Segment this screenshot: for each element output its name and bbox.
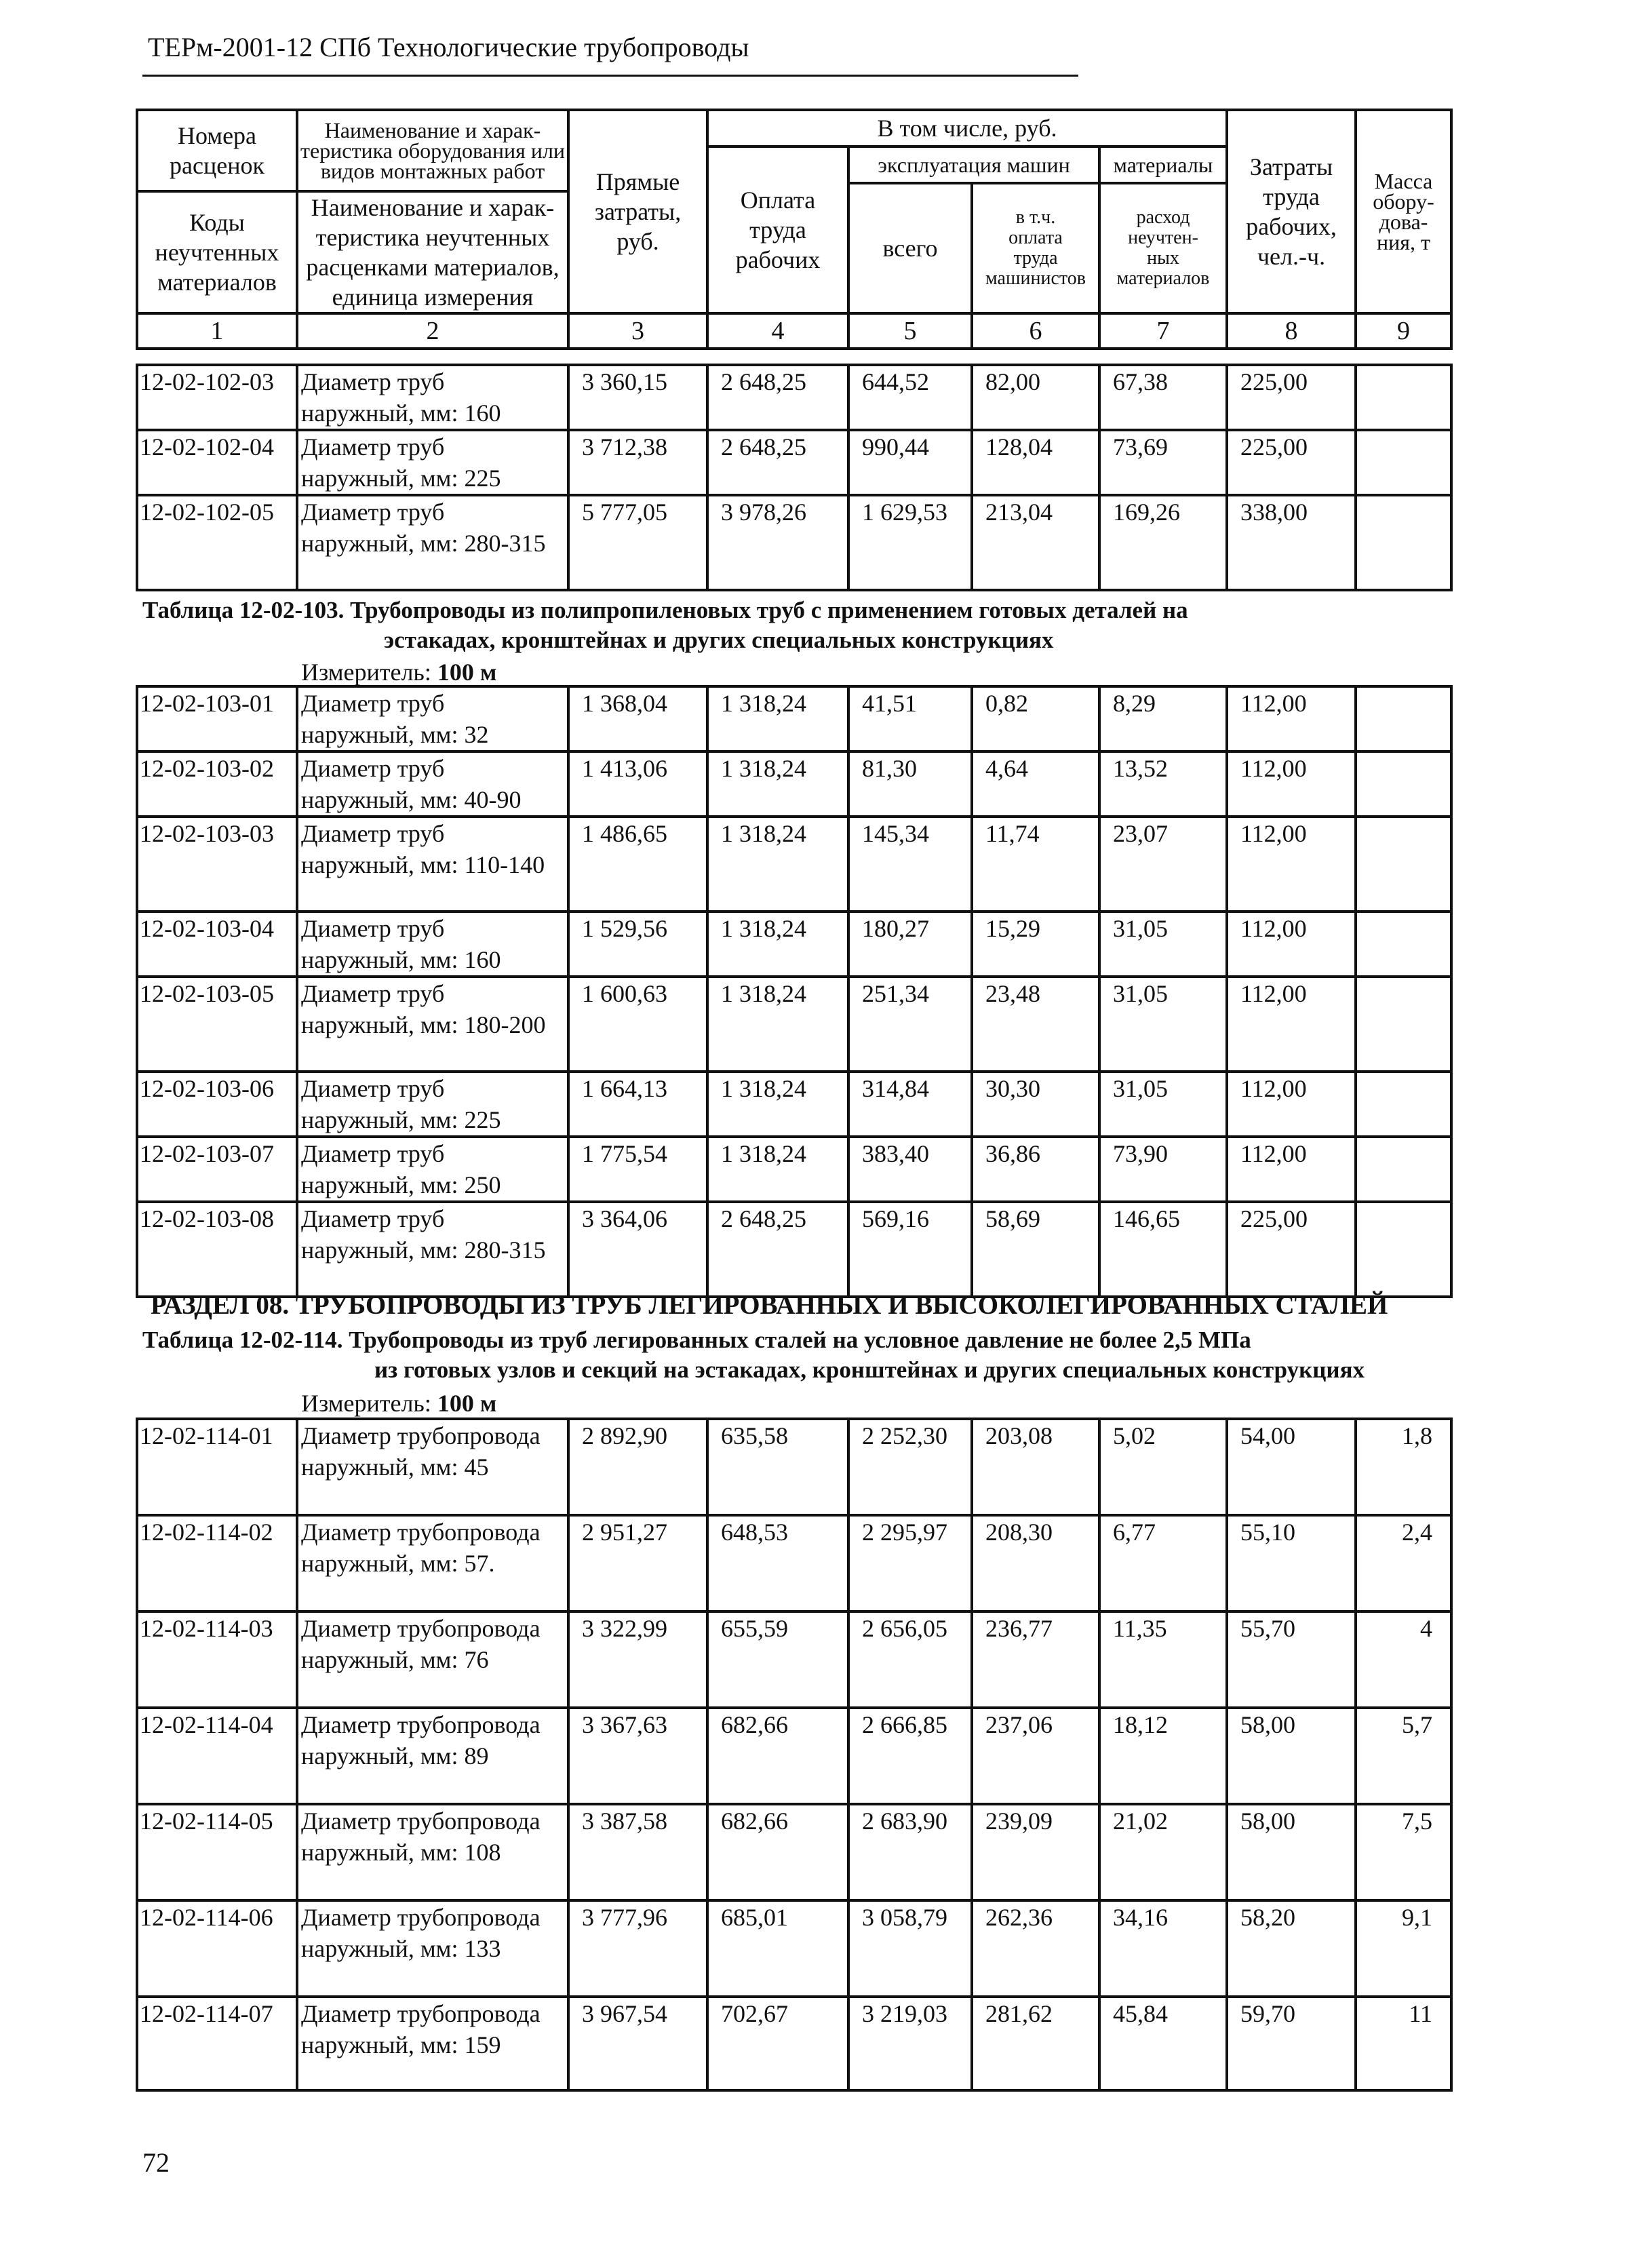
cell-operators: 208,30: [972, 1515, 1099, 1611]
running-header-title: ТЕРм-2001-12 СПб Технологические трубопроводы: [148, 32, 749, 62]
table-row: [137, 751, 1451, 817]
cell-hours: 112,00: [1227, 686, 1356, 751]
header-machines: эксплуатация машин: [848, 146, 1099, 183]
rate-name-line: Диаметр трубопровода: [301, 1422, 541, 1449]
cell-operators: 128,04: [972, 430, 1099, 495]
cell-operators: 262,36: [972, 1900, 1099, 1997]
rate-name-line: наружный, мм: 110-140: [301, 851, 545, 878]
cell-materials: 146,65: [1099, 1202, 1227, 1297]
cell-direct: 1 600,63: [568, 977, 707, 1072]
table-row: [137, 1997, 1451, 2090]
cell-mass: [1356, 686, 1451, 751]
cell-direct: 2 951,27: [568, 1515, 707, 1611]
header-equipment-mass: Масса обору- дова- ния, т: [1356, 110, 1451, 313]
rate-name: [297, 1611, 568, 1708]
rate-code: 12-02-102-05: [137, 495, 297, 590]
rate-code: 12-02-103-07: [137, 1137, 297, 1202]
cell-direct: 3 712,38: [568, 430, 707, 495]
rate-name-line: Диаметр труб: [301, 915, 445, 942]
cell-direct: 1 368,04: [568, 686, 707, 751]
table-row: [137, 1900, 1451, 1997]
rate-code: 12-02-114-06: [137, 1900, 297, 1997]
cell-materials: 45,84: [1099, 1997, 1227, 2090]
cell-hours: 225,00: [1227, 365, 1356, 430]
cell-machines: 81,30: [848, 751, 972, 817]
rate-code: 12-02-103-05: [137, 977, 297, 1072]
cell-materials: 31,05: [1099, 1072, 1227, 1137]
cell-direct: 3 967,54: [568, 1997, 707, 2090]
cell-direct: 3 322,99: [568, 1611, 707, 1708]
cell-labor: 1 318,24: [707, 686, 848, 751]
cell-mass: [1356, 751, 1451, 817]
cell-operators: 239,09: [972, 1804, 1099, 1900]
rate-name: [297, 365, 568, 430]
cell-hours: 59,70: [1227, 1997, 1356, 2090]
cell-machines: 383,40: [848, 1137, 972, 1202]
rate-name-line: Диаметр труб: [301, 755, 445, 782]
cell-hours: 112,00: [1227, 977, 1356, 1072]
rate-name: [297, 1900, 568, 1997]
table-103-caption-line1: Таблица 12-02-103. Трубопроводы из полипропиленовых труб с применением готовых деталей на: [142, 597, 1188, 623]
cell-materials: 31,05: [1099, 977, 1227, 1072]
cell-mass: [1356, 817, 1451, 912]
cell-machines: 2 656,05: [848, 1611, 972, 1708]
rate-name-line: Диаметр труб: [301, 1140, 445, 1167]
rate-name: [297, 977, 568, 1072]
cell-labor: 2 648,25: [707, 365, 848, 430]
cell-machines: 2 683,90: [848, 1804, 972, 1900]
cell-materials: 169,26: [1099, 495, 1227, 590]
cell-machines: 3 058,79: [848, 1900, 972, 1997]
rate-code: 12-02-102-04: [137, 430, 297, 495]
rate-code: 12-02-114-05: [137, 1804, 297, 1900]
cell-mass: 11: [1356, 1997, 1451, 2090]
column-number: 7: [1099, 313, 1227, 349]
rate-name-line: Диаметр труб: [301, 980, 445, 1007]
cell-materials: 23,07: [1099, 817, 1227, 912]
rates-table-103: [136, 685, 1453, 1298]
table-row: [137, 1072, 1451, 1137]
measure-label: Измеритель:: [301, 1390, 431, 1417]
cell-machines: 41,51: [848, 686, 972, 751]
cell-direct: 1 486,65: [568, 817, 707, 912]
cell-mass: 9,1: [1356, 1900, 1451, 1997]
cell-operators: 36,86: [972, 1137, 1099, 1202]
rate-code: 12-02-103-04: [137, 912, 297, 977]
cell-mass: [1356, 1072, 1451, 1137]
cell-materials: 11,35: [1099, 1611, 1227, 1708]
rate-name-line: Диаметр трубопровода: [301, 1615, 541, 1642]
table-103-measure: [301, 658, 496, 686]
cell-operators: 0,82: [972, 686, 1099, 751]
rate-name-line: Диаметр труб: [301, 1075, 445, 1102]
table-114-caption-line2: из готовых узлов и секций на эстакадах, кронштейнах и других специальных конструкциях: [374, 1356, 1365, 1383]
rate-name-line: наружный, мм: 133: [301, 1935, 501, 1962]
measure-value: 100 м: [437, 1390, 497, 1417]
rate-code: 12-02-114-07: [137, 1997, 297, 2090]
rate-name-line: Диаметр трубопровода: [301, 1904, 541, 1931]
table-row: [137, 1708, 1451, 1804]
cell-machines: 2 252,30: [848, 1419, 972, 1515]
cell-materials: 18,12: [1099, 1708, 1227, 1804]
rate-name: [297, 1419, 568, 1515]
running-header: [142, 26, 1078, 77]
cell-labor: 3 978,26: [707, 495, 848, 590]
column-number: 5: [848, 313, 972, 349]
cell-direct: 3 777,96: [568, 1900, 707, 1997]
rate-name-line: Диаметр трубопровода: [301, 1519, 541, 1546]
cell-machines: 2 295,97: [848, 1515, 972, 1611]
rate-name: [297, 1137, 568, 1202]
table-row: [137, 1137, 1451, 1202]
rate-name: [297, 751, 568, 817]
cell-machines: 180,27: [848, 912, 972, 977]
cell-materials: 5,02: [1099, 1419, 1227, 1515]
rate-name-line: наружный, мм: 45: [301, 1453, 489, 1481]
rate-code: 12-02-103-02: [137, 751, 297, 817]
rate-name: [297, 817, 568, 912]
header-direct-costs: Прямые затраты, руб.: [568, 110, 707, 313]
rate-name-line: наружный, мм: 159: [301, 2031, 501, 2058]
cell-direct: 3 364,06: [568, 1202, 707, 1297]
rate-code: 12-02-103-06: [137, 1072, 297, 1137]
cell-machines: 314,84: [848, 1072, 972, 1137]
cell-operators: 58,69: [972, 1202, 1099, 1297]
cell-labor: 1 318,24: [707, 1072, 848, 1137]
rate-name: [297, 1804, 568, 1900]
cell-labor: 1 318,24: [707, 977, 848, 1072]
cell-direct: 3 360,15: [568, 365, 707, 430]
cell-materials: 6,77: [1099, 1515, 1227, 1611]
rates-table-102: [136, 364, 1453, 591]
rate-name-line: Диаметр труб: [301, 498, 445, 526]
column-number: 6: [972, 313, 1099, 349]
header-labor-hours: Затраты труда рабочих, чел.-ч.: [1227, 110, 1356, 313]
cell-materials: 67,38: [1099, 365, 1227, 430]
cell-direct: 1 529,56: [568, 912, 707, 977]
table-row: [137, 365, 1451, 430]
cell-operators: 11,74: [972, 817, 1099, 912]
cell-hours: 58,00: [1227, 1804, 1356, 1900]
cell-labor: 635,58: [707, 1419, 848, 1515]
cell-materials: 34,16: [1099, 1900, 1227, 1997]
cell-hours: 58,20: [1227, 1900, 1356, 1997]
cell-operators: 237,06: [972, 1708, 1099, 1804]
rate-code: 12-02-114-01: [137, 1419, 297, 1515]
rate-name-line: Диаметр труб: [301, 1205, 445, 1232]
cell-mass: [1356, 1202, 1451, 1297]
rate-code: 12-02-114-03: [137, 1611, 297, 1708]
cell-labor: 1 318,24: [707, 912, 848, 977]
cell-hours: 55,70: [1227, 1611, 1356, 1708]
rate-code: 12-02-103-03: [137, 817, 297, 912]
measure-value: 100 м: [437, 659, 497, 686]
cell-hours: 112,00: [1227, 912, 1356, 977]
cell-direct: 3 367,63: [568, 1708, 707, 1804]
cell-direct: 1 775,54: [568, 1137, 707, 1202]
cell-machines: 251,34: [848, 977, 972, 1072]
cell-labor: 702,67: [707, 1997, 848, 2090]
table-114-measure: [301, 1389, 496, 1418]
table-row: [137, 1515, 1451, 1611]
header-including: В том числе, руб.: [707, 110, 1227, 146]
rate-name-line: Диаметр трубопровода: [301, 2000, 541, 2027]
rate-name: [297, 1202, 568, 1297]
cell-mass: 1,8: [1356, 1419, 1451, 1515]
rate-name-line: наружный, мм: 280-315: [301, 1236, 546, 1264]
rate-code: 12-02-102-03: [137, 365, 297, 430]
rate-name-line: наружный, мм: 250: [301, 1171, 501, 1198]
rate-name: [297, 1997, 568, 2090]
cell-operators: 23,48: [972, 977, 1099, 1072]
cell-mass: 2,4: [1356, 1515, 1451, 1611]
rate-name: [297, 912, 568, 977]
cell-materials: 31,05: [1099, 912, 1227, 977]
header-material-codes: Коды неучтенных материалов: [137, 191, 297, 313]
rate-name-line: наружный, мм: 225: [301, 465, 501, 492]
cell-operators: 15,29: [972, 912, 1099, 977]
cell-direct: 1 413,06: [568, 751, 707, 817]
cell-hours: 225,00: [1227, 430, 1356, 495]
cell-labor: 1 318,24: [707, 1137, 848, 1202]
cell-labor: 648,53: [707, 1515, 848, 1611]
header-work-name: Наименование и харак- теристика оборудования или видов монтажных работ: [297, 110, 568, 191]
header-labor-pay: Оплата труда рабочих: [707, 146, 848, 313]
cell-labor: 2 648,25: [707, 430, 848, 495]
table-row: [137, 977, 1451, 1072]
cell-operators: 30,30: [972, 1072, 1099, 1137]
table-row: [137, 1804, 1451, 1900]
rate-name-line: Диаметр труб: [301, 433, 445, 461]
rate-name-line: наружный, мм: 76: [301, 1646, 489, 1673]
cell-hours: 112,00: [1227, 817, 1356, 912]
column-number: 9: [1356, 313, 1451, 349]
cell-hours: 58,00: [1227, 1708, 1356, 1804]
rate-name-line: Диаметр трубопровода: [301, 1711, 541, 1738]
cell-operators: 4,64: [972, 751, 1099, 817]
cell-operators: 203,08: [972, 1419, 1099, 1515]
column-header-table: [136, 109, 1453, 350]
cell-labor: 685,01: [707, 1900, 848, 1997]
rate-name: [297, 1515, 568, 1611]
table-row: [137, 912, 1451, 977]
cell-labor: 682,66: [707, 1708, 848, 1804]
cell-machines: 145,34: [848, 817, 972, 912]
cell-machines: 990,44: [848, 430, 972, 495]
page-number: 72: [142, 2147, 170, 2178]
cell-machines: 2 666,85: [848, 1708, 972, 1804]
column-number: 8: [1227, 313, 1356, 349]
rate-code: 12-02-114-04: [137, 1708, 297, 1804]
cell-labor: 2 648,25: [707, 1202, 848, 1297]
cell-direct: 2 892,90: [568, 1419, 707, 1515]
rate-name-line: Диаметр трубопровода: [301, 1807, 541, 1835]
cell-mass: [1356, 977, 1451, 1072]
header-material-names: Наименование и харак- теристика неучтенных расценками материалов, единица измерения: [297, 191, 568, 313]
rate-name-line: наружный, мм: 40-90: [301, 786, 522, 813]
cell-direct: 1 664,13: [568, 1072, 707, 1137]
measure-label: Измеритель:: [301, 659, 431, 686]
cell-hours: 55,10: [1227, 1515, 1356, 1611]
cell-operators: 213,04: [972, 495, 1099, 590]
cell-materials: 73,69: [1099, 430, 1227, 495]
cell-mass: [1356, 912, 1451, 977]
rate-code: 12-02-114-02: [137, 1515, 297, 1611]
table-103-caption-line2: эстакадах, кронштейнах и других специальных конструкциях: [384, 627, 1054, 653]
table-row: [137, 1202, 1451, 1297]
rate-name-line: Диаметр труб: [301, 368, 445, 395]
header-machines-total: всего: [848, 183, 972, 313]
rate-name-line: наружный, мм: 57.: [301, 1550, 495, 1577]
rate-name: [297, 1708, 568, 1804]
cell-hours: 338,00: [1227, 495, 1356, 590]
cell-hours: 54,00: [1227, 1419, 1356, 1515]
rate-name: [297, 1072, 568, 1137]
rate-name-line: наружный, мм: 160: [301, 399, 501, 427]
cell-materials: 13,52: [1099, 751, 1227, 817]
column-number: 4: [707, 313, 848, 349]
table-row: [137, 1419, 1451, 1515]
table-row: [137, 1611, 1451, 1708]
cell-materials: 8,29: [1099, 686, 1227, 751]
section-08-title: РАЗДЕЛ 08. ТРУБОПРОВОДЫ ИЗ ТРУБ ЛЕГИРОВАННЫХ И ВЫСОКОЛЕГИРОВАННЫХ СТАЛЕЙ: [151, 1291, 1388, 1320]
header-operators-pay: в т.ч. оплата труда машинистов: [972, 183, 1099, 313]
rate-name-line: наружный, мм: 160: [301, 946, 501, 973]
column-number: 2: [297, 313, 568, 349]
rate-name-line: наружный, мм: 280-315: [301, 530, 546, 557]
rate-name-line: наружный, мм: 180-200: [301, 1011, 546, 1038]
cell-machines: 1 629,53: [848, 495, 972, 590]
rate-name: [297, 430, 568, 495]
rate-name-line: наружный, мм: 32: [301, 721, 489, 748]
header-materials: материалы: [1099, 146, 1227, 183]
cell-direct: 3 387,58: [568, 1804, 707, 1900]
cell-operators: 236,77: [972, 1611, 1099, 1708]
rate-name-line: Диаметр труб: [301, 690, 445, 717]
header-rate-numbers: Номера расценок: [137, 110, 297, 191]
column-number: 3: [568, 313, 707, 349]
cell-hours: 225,00: [1227, 1202, 1356, 1297]
cell-operators: 281,62: [972, 1997, 1099, 2090]
cell-materials: 21,02: [1099, 1804, 1227, 1900]
cell-mass: [1356, 1137, 1451, 1202]
cell-operators: 82,00: [972, 365, 1099, 430]
rate-name-line: наружный, мм: 89: [301, 1742, 489, 1770]
rate-name-line: наружный, мм: 108: [301, 1839, 501, 1866]
header-unaccounted-materials: расход неучтен- ных материалов: [1099, 183, 1227, 313]
cell-mass: [1356, 365, 1451, 430]
rate-name: [297, 686, 568, 751]
cell-mass: 5,7: [1356, 1708, 1451, 1804]
cell-mass: 7,5: [1356, 1804, 1451, 1900]
cell-hours: 112,00: [1227, 1137, 1356, 1202]
cell-hours: 112,00: [1227, 1072, 1356, 1137]
rate-name-line: Диаметр труб: [301, 820, 445, 847]
cell-labor: 682,66: [707, 1804, 848, 1900]
column-number: 1: [137, 313, 297, 349]
table-row: [137, 430, 1451, 495]
cell-machines: 569,16: [848, 1202, 972, 1297]
cell-labor: 655,59: [707, 1611, 848, 1708]
cell-materials: 73,90: [1099, 1137, 1227, 1202]
rate-code: 12-02-103-08: [137, 1202, 297, 1297]
table-row: [137, 817, 1451, 912]
cell-labor: 1 318,24: [707, 817, 848, 912]
cell-direct: 5 777,05: [568, 495, 707, 590]
rate-name: [297, 495, 568, 590]
rate-code: 12-02-103-01: [137, 686, 297, 751]
cell-labor: 1 318,24: [707, 751, 848, 817]
cell-hours: 112,00: [1227, 751, 1356, 817]
cell-machines: 3 219,03: [848, 1997, 972, 2090]
cell-mass: [1356, 430, 1451, 495]
cell-machines: 644,52: [848, 365, 972, 430]
rate-name-line: наружный, мм: 225: [301, 1106, 501, 1133]
cell-mass: 4: [1356, 1611, 1451, 1708]
table-row: [137, 686, 1451, 751]
table-114-caption-line1: Таблица 12-02-114. Трубопроводы из труб легированных сталей на условное давление не более 2,5 МПа: [142, 1327, 1251, 1353]
rates-table-114: [136, 1418, 1453, 2092]
cell-mass: [1356, 495, 1451, 590]
table-row: [137, 495, 1451, 590]
